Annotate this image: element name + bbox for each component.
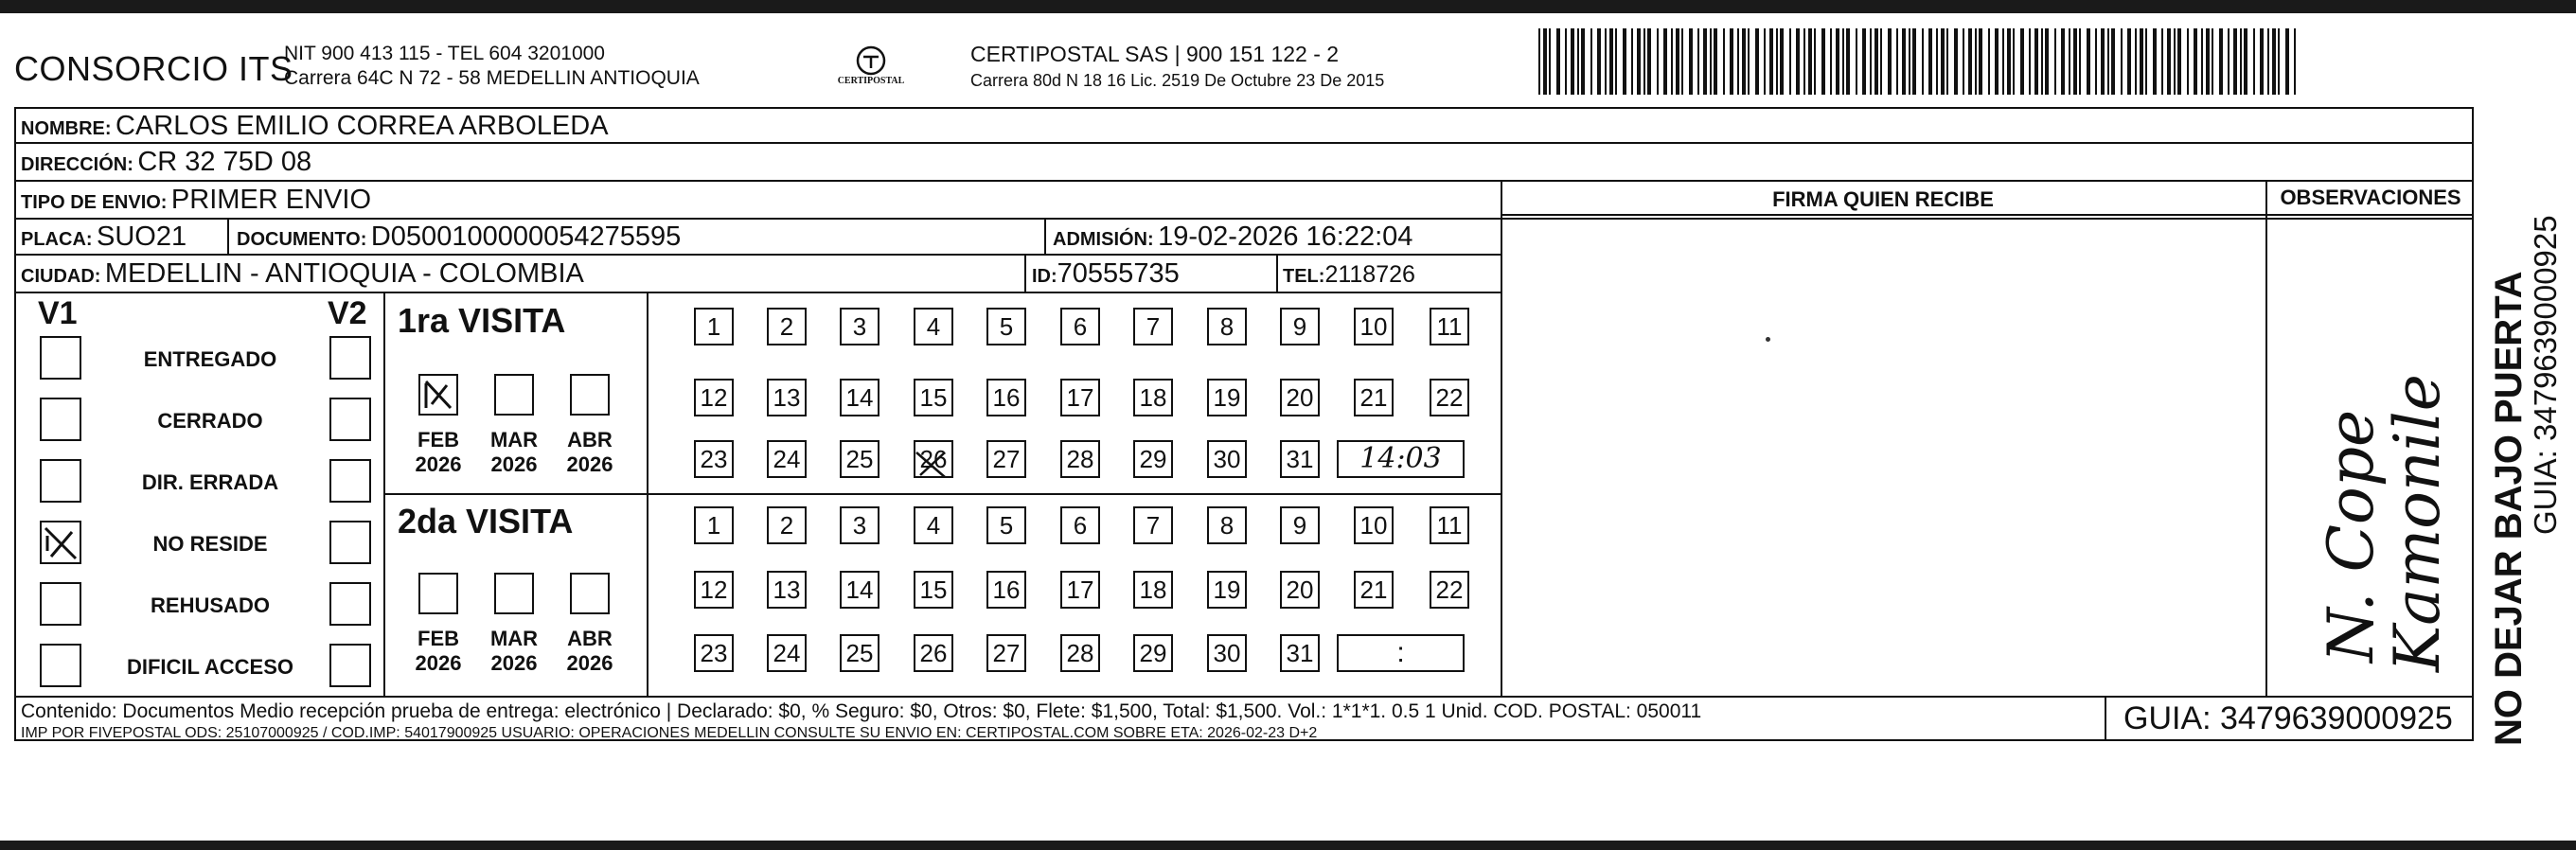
second-visit-day-11[interactable]: 11 xyxy=(1430,506,1469,544)
first-visit-day-14[interactable]: 14 xyxy=(840,379,879,416)
first-visit-day-9[interactable]: 9 xyxy=(1280,308,1320,345)
second-visit-day-6[interactable]: 6 xyxy=(1060,506,1100,544)
first-visit-month-mar-checkbox[interactable] xyxy=(494,374,534,416)
v1-checkbox-dir-errada[interactable] xyxy=(40,459,81,503)
signature-dot xyxy=(1766,337,1770,342)
second-visit-day-27[interactable]: 27 xyxy=(986,634,1026,672)
second-visit-day-9[interactable]: 9 xyxy=(1280,506,1320,544)
v1-checkbox-entregado[interactable] xyxy=(40,336,81,380)
second-visit-day-10[interactable]: 10 xyxy=(1354,506,1394,544)
first-visit-title: 1ra VISITA xyxy=(398,301,566,340)
footer-guia: GUIA: 3479639000925 xyxy=(2123,700,2453,736)
footer-contenido: Contenido: Documentos Medio recepción prueba de entrega: electrónico | Declarado: $0, % Seguro: $0, Otros: $0, Flete: $1,500, Total: $1,500. Vol.: 1*1*1. 0.5 1 Unid. COD. POSTAL: 050011 xyxy=(21,700,1702,722)
v2-checkbox-rehusado[interactable] xyxy=(329,582,371,626)
no-dejar-bajo-puerta: NO DEJAR BAJO PUERTA xyxy=(2488,271,2530,746)
second-visit-day-26[interactable]: 26 xyxy=(914,634,953,672)
v2-checkbox-entregado[interactable] xyxy=(329,336,371,380)
first-visit-day-25[interactable]: 25 xyxy=(840,440,879,478)
direccion-row: DIRECCIÓN: CR 32 75D 08 xyxy=(21,147,312,177)
bottom-border xyxy=(0,841,2576,850)
second-visit-month-label: MAR 2026 xyxy=(489,627,539,675)
first-visit-day-27[interactable]: 27 xyxy=(986,440,1026,478)
first-visit-day-1[interactable]: 1 xyxy=(694,308,734,345)
second-visit-day-31[interactable]: 31 xyxy=(1280,634,1320,672)
second-visit-day-4[interactable]: 4 xyxy=(914,506,953,544)
first-visit-day-31[interactable]: 31 xyxy=(1280,440,1320,478)
v2-header: V2 xyxy=(328,295,367,331)
ciudad-field: CIUDAD: MEDELLIN - ANTIOQUIA - COLOMBIA xyxy=(21,258,584,289)
first-visit-day-28[interactable]: 28 xyxy=(1060,440,1100,478)
company-name: CONSORCIO ITS xyxy=(14,49,293,88)
first-visit-day-7[interactable]: 7 xyxy=(1133,308,1173,345)
first-visit-day-29[interactable]: 29 xyxy=(1133,440,1173,478)
status-label: REHUSADO xyxy=(151,593,270,617)
first-visit-day-12[interactable]: 12 xyxy=(694,379,734,416)
first-visit-day-4[interactable]: 4 xyxy=(914,308,953,345)
second-visit-month-label: FEB 2026 xyxy=(415,627,462,675)
first-visit-day-26[interactable]: 26 xyxy=(914,440,953,478)
first-visit-day-13[interactable]: 13 xyxy=(767,379,807,416)
second-visit-day-3[interactable]: 3 xyxy=(840,506,879,544)
second-visit-day-21[interactable]: 21 xyxy=(1354,571,1394,609)
second-visit-day-2[interactable]: 2 xyxy=(767,506,807,544)
first-visit-month-label: FEB 2026 xyxy=(415,428,462,476)
second-visit-day-18[interactable]: 18 xyxy=(1133,571,1173,609)
second-visit-day-30[interactable]: 30 xyxy=(1207,634,1247,672)
first-visit-month-feb-checkbox[interactable] xyxy=(418,374,458,416)
second-visit-day-12[interactable]: 12 xyxy=(694,571,734,609)
first-visit-day-24[interactable]: 24 xyxy=(767,440,807,478)
observaciones-header: OBSERVACIONES xyxy=(2280,186,2461,209)
certipostal-logo: CERTIPOSTAL xyxy=(843,40,899,97)
status-label: DIFICIL ACCESO xyxy=(126,655,293,679)
first-visit-day-23[interactable]: 23 xyxy=(694,440,734,478)
second-visit-month-mar-checkbox[interactable] xyxy=(494,573,534,614)
carrier-name: CERTIPOSTAL SAS | 900 151 122 - 2 xyxy=(970,42,1340,66)
barcode xyxy=(1538,28,2296,95)
first-visit-month-label: MAR 2026 xyxy=(489,428,539,476)
tel-field: TEL:2118726 xyxy=(1283,261,1415,288)
v1-header: V1 xyxy=(38,295,78,331)
first-visit-day-22[interactable]: 22 xyxy=(1430,379,1469,416)
company-address: Carrera 64C N 72 - 58 MEDELLIN ANTIOQUIA xyxy=(284,67,700,89)
first-visit-day-3[interactable]: 3 xyxy=(840,308,879,345)
second-visit-day-17[interactable]: 17 xyxy=(1060,571,1100,609)
second-visit-day-15[interactable]: 15 xyxy=(914,571,953,609)
second-visit-time[interactable]: : xyxy=(1337,634,1465,672)
second-visit-title: 2da VISITA xyxy=(398,502,574,540)
second-visit-day-16[interactable]: 16 xyxy=(986,571,1026,609)
observation-handwriting-1: N. Cope xyxy=(2315,409,2388,663)
second-visit-day-8[interactable]: 8 xyxy=(1207,506,1247,544)
status-label: NO RESIDE xyxy=(152,532,268,556)
first-visit-day-18[interactable]: 18 xyxy=(1133,379,1173,416)
second-visit-day-19[interactable]: 19 xyxy=(1207,571,1247,609)
v2-checkbox-cerrado[interactable] xyxy=(329,398,371,441)
v1-checkbox-no-reside[interactable] xyxy=(40,521,81,564)
v2-checkbox-no-reside[interactable] xyxy=(329,521,371,564)
second-visit-day-20[interactable]: 20 xyxy=(1280,571,1320,609)
second-visit-month-abr-checkbox[interactable] xyxy=(570,573,610,614)
first-visit-day-16[interactable]: 16 xyxy=(986,379,1026,416)
second-visit-day-1[interactable]: 1 xyxy=(694,506,734,544)
v1-checkbox-cerrado[interactable] xyxy=(40,398,81,441)
first-visit-day-6[interactable]: 6 xyxy=(1060,308,1100,345)
second-visit-day-5[interactable]: 5 xyxy=(986,506,1026,544)
admision-field: ADMISIÓN: 19-02-2026 16:22:04 xyxy=(1053,221,1413,252)
second-visit-day-28[interactable]: 28 xyxy=(1060,634,1100,672)
side-guia: GUIA: 3479639000925 xyxy=(2528,215,2563,535)
second-visit-month-label: ABR 2026 xyxy=(566,627,613,675)
v1-checkbox-dificil-acceso[interactable] xyxy=(40,644,81,687)
second-visit-day-7[interactable]: 7 xyxy=(1133,506,1173,544)
v2-checkbox-dificil-acceso[interactable] xyxy=(329,644,371,687)
second-visit-day-14[interactable]: 14 xyxy=(840,571,879,609)
first-visit-day-2[interactable]: 2 xyxy=(767,308,807,345)
footer-imp: IMP POR FIVEPOSTAL ODS: 25107000925 / COD.IMP: 54017900925 USUARIO: OPERACIONES MEDELLIN CONSULTE SU ENVIO EN: CERTIPOSTAL.COM SOBRE ETA: 2026-02-23 D+2 xyxy=(21,725,1318,741)
second-visit-day-13[interactable]: 13 xyxy=(767,571,807,609)
company-nit-tel: NIT 900 413 115 - TEL 604 3201000 xyxy=(284,43,605,64)
second-visit-day-29[interactable]: 29 xyxy=(1133,634,1173,672)
first-visit-day-19[interactable]: 19 xyxy=(1207,379,1247,416)
first-visit-day-17[interactable]: 17 xyxy=(1060,379,1100,416)
first-visit-day-8[interactable]: 8 xyxy=(1207,308,1247,345)
top-border xyxy=(0,0,2576,13)
second-visit-day-24[interactable]: 24 xyxy=(767,634,807,672)
status-label: ENTREGADO xyxy=(143,347,277,371)
status-label: DIR. ERRADA xyxy=(141,470,279,494)
first-visit-day-5[interactable]: 5 xyxy=(986,308,1026,345)
first-visit-day-11[interactable]: 11 xyxy=(1430,308,1469,345)
carrier-address: Carrera 80d N 18 16 Lic. 2519 De Octubre 23 De 2015 xyxy=(970,71,1385,90)
first-visit-day-20[interactable]: 20 xyxy=(1280,379,1320,416)
second-visit-day-23[interactable]: 23 xyxy=(694,634,734,672)
nombre-row: NOMBRE: CARLOS EMILIO CORREA ARBOLEDA xyxy=(21,111,609,141)
firma-header: FIRMA QUIEN RECIBE xyxy=(1772,187,1994,211)
status-label: CERRADO xyxy=(157,409,263,433)
second-visit-day-22[interactable]: 22 xyxy=(1430,571,1469,609)
first-visit-day-30[interactable]: 30 xyxy=(1207,440,1247,478)
id-field: ID:70555735 xyxy=(1032,258,1180,289)
first-visit-day-10[interactable]: 10 xyxy=(1354,308,1394,345)
tipo-envio-row: TIPO DE ENVIO: PRIMER ENVIO xyxy=(21,185,372,215)
documento-field: DOCUMENTO: D0500100000054275595 xyxy=(237,221,682,252)
second-visit-month-feb-checkbox[interactable] xyxy=(418,573,458,614)
first-visit-month-abr-checkbox[interactable] xyxy=(570,374,610,416)
placa-field: PLACA: SUO21 xyxy=(21,221,187,252)
observation-handwriting-2: Kamonile xyxy=(2381,374,2454,672)
first-visit-time[interactable]: 14:03 xyxy=(1337,440,1465,478)
v2-checkbox-dir-errada[interactable] xyxy=(329,459,371,503)
second-visit-day-25[interactable]: 25 xyxy=(840,634,879,672)
first-visit-day-21[interactable]: 21 xyxy=(1354,379,1394,416)
first-visit-day-15[interactable]: 15 xyxy=(914,379,953,416)
first-visit-month-label: ABR 2026 xyxy=(566,428,613,476)
v1-checkbox-rehusado[interactable] xyxy=(40,582,81,626)
